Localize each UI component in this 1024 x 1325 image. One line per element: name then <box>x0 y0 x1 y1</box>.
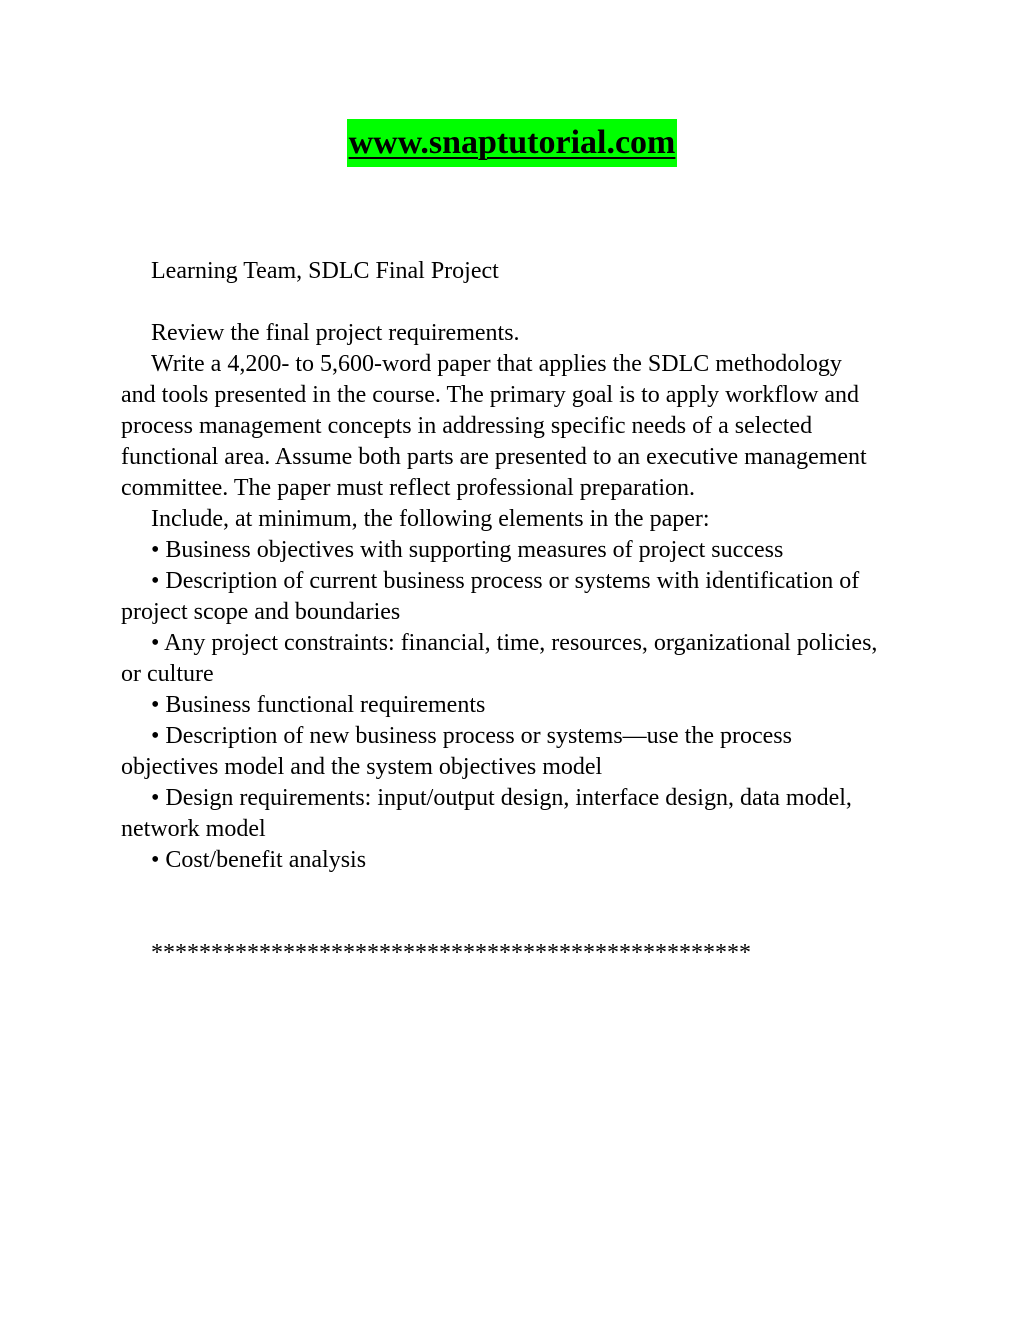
document-title: Learning Team, SDLC Final Project <box>151 258 499 284</box>
bullet-item: • Business functional requirements <box>151 692 486 718</box>
bullet-item: • Business objectives with supporting measures of project success <box>151 537 784 563</box>
bullet-item: • Description of current business process or systems with identification of project scope and boundaries <box>121 568 860 625</box>
bullet-item: • Design requirements: input/output design, interface design, data model, network model <box>121 785 852 842</box>
document-body <box>121 256 881 969</box>
bullet-item: • Any project constraints: financial, time, resources, organizational policies, or culture <box>121 630 878 687</box>
include-heading: Include, at minimum, the following elements in the paper: <box>151 506 710 532</box>
header <box>0 119 1024 167</box>
bullet-item: • Cost/benefit analysis <box>151 847 367 873</box>
bullet-item: • Description of new business process or systems—use the process objectives model and the system objectives model <box>121 723 792 780</box>
separator-line: ************************************************** <box>151 940 751 966</box>
instructions-text: Write a 4,200- to 5,600-word paper that applies the SDLC methodology and tools presented in the course. The primary goal is to apply workflow and process management concepts in addressing specific needs of a selected functional area. Assume both parts are presented to an executive management committee. The paper must reflect professional preparation. <box>121 351 867 501</box>
spacer <box>121 287 881 318</box>
spacer <box>121 876 881 938</box>
intro-text: Review the final project requirements. <box>151 320 520 346</box>
site-link[interactable]: www.snaptutorial.com <box>347 119 678 167</box>
